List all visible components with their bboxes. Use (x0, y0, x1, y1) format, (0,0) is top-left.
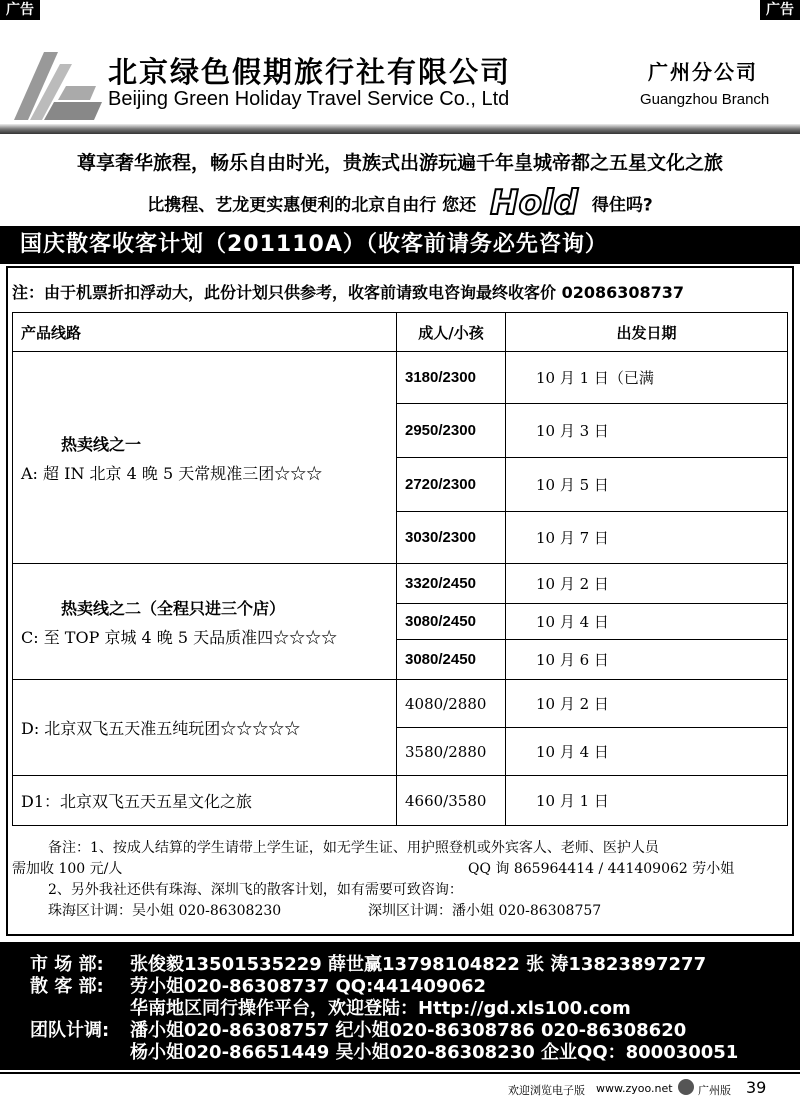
header-price: 成人/小孩 (397, 313, 506, 352)
retail-label: 散 客 部: (30, 976, 104, 997)
company-name-cn: 北京绿色假期旅行社有限公司 (108, 55, 512, 89)
slogan-line-1: 尊享奢华旅程，畅乐自由时光，贵族式出游玩遍千年皇城帝都之五星文化之旅 (76, 152, 723, 174)
header-divider (0, 124, 800, 134)
company-logo-icon (14, 42, 104, 122)
group-contacts-2: 杨小姐020-86651449 吴小姐020-86308230 企业QQ：800030051 (130, 1042, 739, 1063)
group-label: 团队计调: (30, 1020, 110, 1041)
price-cell: 4080/2880 (397, 680, 506, 728)
remark-line-2 (12, 859, 788, 880)
edition-badge-icon (678, 1079, 694, 1095)
table-header-row (13, 313, 788, 352)
date-cell: 10 月 6 日 (506, 640, 788, 680)
contact-footer (0, 942, 800, 1070)
price-cell: 2950/2300 (397, 404, 506, 458)
branch-name-cn: 广州分公司 (648, 60, 758, 84)
page-number: 39 (746, 1078, 767, 1097)
ad-tag-left: 广告 (0, 0, 40, 20)
date-cell: 10 月 4 日 (506, 728, 788, 776)
platform-text: 华南地区同行操作平台，欢迎登陆：Http://gd.xls100.com (130, 998, 631, 1019)
route-name: C: 至 TOP 京城 4 晚 5 天品质准四☆☆☆☆ (21, 627, 338, 647)
price-cell: 2720/2300 (397, 458, 506, 512)
remark-line-4 (12, 901, 788, 922)
date-cell: 10 月 2 日 (506, 564, 788, 604)
remark-line-3: 2、另外我社还供有珠海、深圳飞的散客计划，如有需要可致咨询： (48, 882, 463, 898)
remark-line-1: 备注：1、按成人结算的学生请带上学生证，如无学生证、用护照登机或外宾客人、老师、医护人员 (48, 840, 659, 856)
route-cell-d1 (13, 776, 397, 826)
header-route: 产品线路 (13, 313, 397, 352)
table-row (13, 352, 788, 404)
header-date: 出发日期 (506, 313, 788, 352)
table-row (13, 564, 788, 604)
market-contacts: 张俊毅13501535229 薛世赢13798104822 张 涛13823897277 (130, 954, 707, 975)
price-cell: 3180/2300 (397, 352, 506, 404)
hold-word: Hold (490, 183, 578, 223)
date-cell: 10 月 2 日 (506, 680, 788, 728)
table-row (13, 680, 788, 728)
footer-group-row-2 (30, 1042, 738, 1064)
route-title: 热卖线之二（全程只进三个店） (61, 598, 286, 618)
route-name: A: 超 IN 北京 4 晚 5 天常规准三团☆☆☆ (21, 463, 323, 483)
footer-platform-row (30, 998, 631, 1020)
date-cell: 10 月 1 日 (506, 776, 788, 826)
price-cell: 3080/2450 (397, 604, 506, 640)
price-cell: 3320/2450 (397, 564, 506, 604)
price-cell: 3580/2880 (397, 728, 506, 776)
route-cell-c (13, 564, 397, 680)
date-cell: 10 月 3 日 (506, 404, 788, 458)
date-cell: 10 月 1 日（已满 (506, 352, 788, 404)
footer-retail-row (30, 976, 486, 998)
date-cell: 10 月 4 日 (506, 604, 788, 640)
date-cell: 10 月 5 日 (506, 458, 788, 512)
site-url: www.zyoo.net (596, 1082, 673, 1095)
route-title: 热卖线之一 (61, 434, 142, 454)
tour-schedule-table (12, 312, 788, 826)
page-footer-strip (0, 1072, 800, 1100)
remark-shenzhen-contact: 深圳区计调：潘小姐 020-86308757 (368, 903, 602, 919)
edition-label: 广州版 (698, 1084, 731, 1097)
branch-name-en: Guangzhou Branch (640, 91, 770, 108)
remark-zhuhai-contact: 珠海区计调：吴小姐 020-86308230 (48, 903, 282, 919)
route-name: D: 北京双飞五天准五纯玩团☆☆☆☆☆ (21, 719, 301, 738)
route-cell-d (13, 680, 397, 776)
slogan-line-2 (0, 185, 800, 223)
plan-title-bar: 国庆散客收客计划（201110A）（收客前请务必先咨询） (0, 226, 800, 264)
remarks-block (12, 838, 788, 922)
route-cell-a (13, 352, 397, 564)
price-cell: 3030/2300 (397, 512, 506, 564)
price-cell: 3080/2450 (397, 640, 506, 680)
slogan-line-2-before: 比携程、艺龙更实惠便利的北京自由行 您还 (147, 195, 477, 216)
browse-text: 欢迎浏览电子版 (508, 1084, 585, 1097)
remark-qq: QQ 询 865964414 / 441409062 劳小姐 (468, 861, 735, 877)
date-cell: 10 月 7 日 (506, 512, 788, 564)
company-name-en: Beijing Green Holiday Travel Service Co., Ltd (108, 88, 510, 110)
price-cell: 4660/3580 (397, 776, 506, 826)
retail-contacts: 劳小姐020-86308737 QQ:441409062 (130, 976, 487, 997)
table-row (13, 776, 788, 826)
slogan-line-2-after: 得住吗? (591, 195, 653, 216)
price-notice: 注：由于机票折扣浮动大，此份计划只供参考，收客前请致电咨询最终收客价 02086308737 (12, 283, 685, 302)
market-label: 市 场 部: (30, 954, 104, 975)
company-header (0, 20, 800, 124)
route-name: D1：北京双飞五天五星文化之旅 (21, 792, 253, 811)
footer-group-row (30, 1020, 686, 1042)
group-contacts-1: 潘小姐020-86308757 纪小姐020-86308786 020-86308620 (130, 1020, 687, 1041)
remark-surcharge: 需加收 100 元/人 (12, 861, 123, 877)
ad-tag-right: 广告 (760, 0, 800, 20)
footer-market-row (30, 954, 706, 976)
